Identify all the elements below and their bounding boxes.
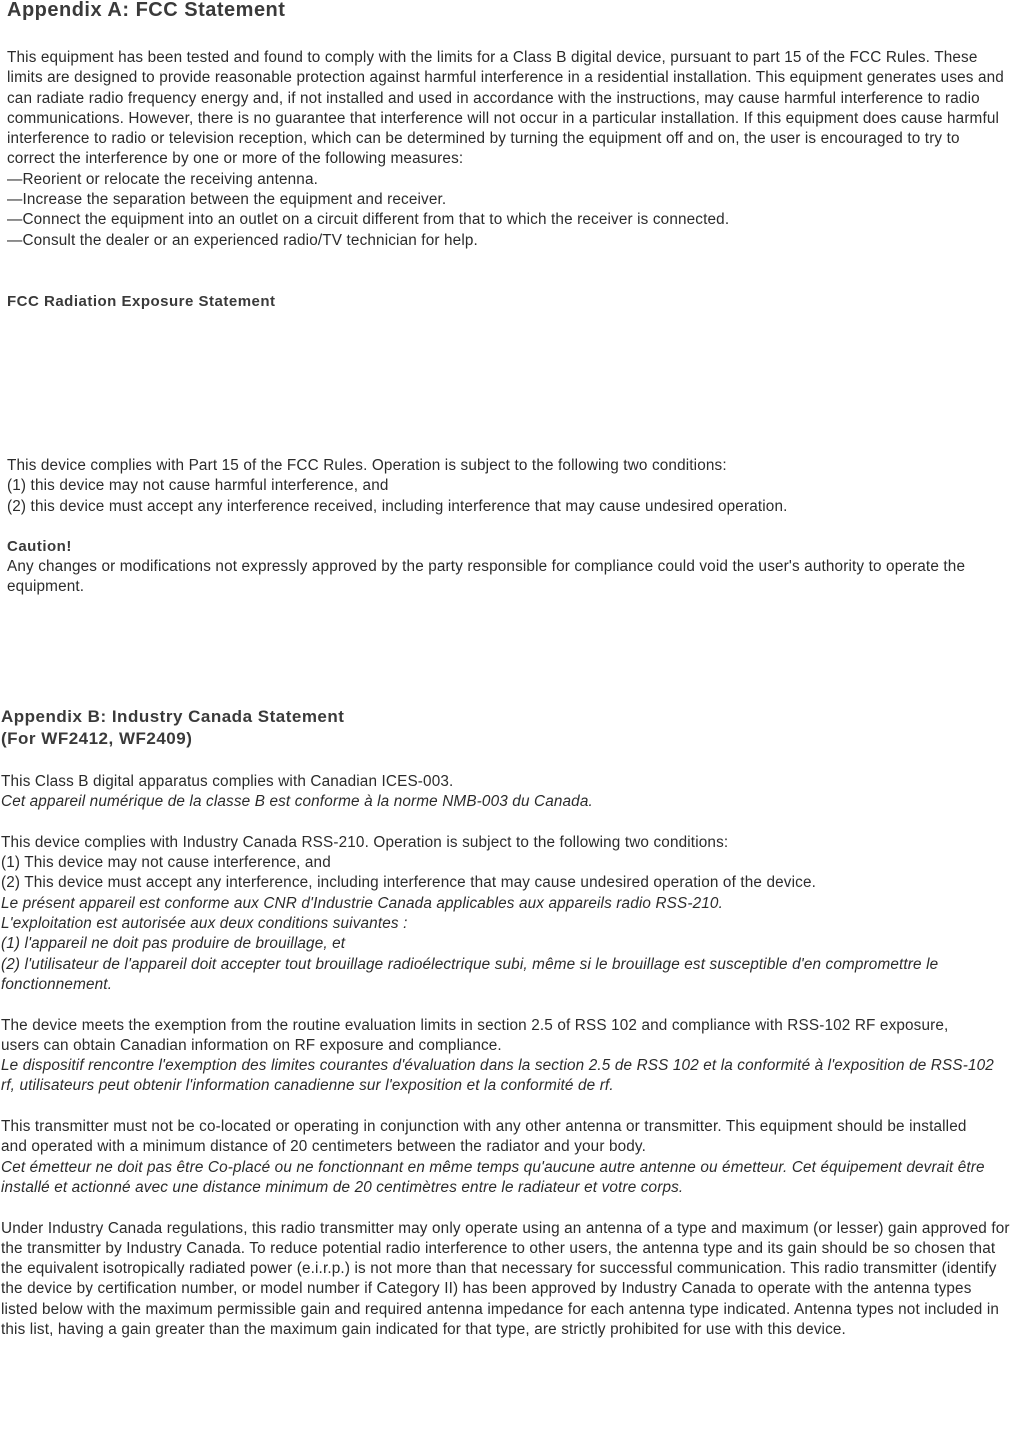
exemption-fr: Le dispositif rencontre l'exemption des limites courantes d'évaluation dans la section 2.5 de RSS 102 et la conformité à l'exposition de RSS-102 rf, utilisateurs peut obtenir l'information canadienne sur l'exposition et la conformité de rf. bbox=[1, 1057, 994, 1095]
measure-item: —Increase the separation between the equipment and receiver. bbox=[7, 191, 447, 209]
colocation-en: This transmitter must not be co-located or operating in conjunction with any other antenna or transmitter. This equipment should be installed and operated with a minimum distance of 20 centimeters between the radiator and your body. bbox=[1, 1118, 967, 1156]
rss-fr-line: L'exploitation est autorisée aux deux conditions suivantes : bbox=[1, 915, 408, 933]
ic-body bbox=[1, 772, 1011, 1340]
compliance-line: (1) this device may not cause harmful interference, and bbox=[7, 477, 389, 495]
appendix-b-title bbox=[1, 706, 344, 750]
measure-item: —Consult the dealer or an experienced radio/TV technician for help. bbox=[7, 231, 478, 249]
appendix-b-title-line1: Appendix B: Industry Canada Statement bbox=[1, 707, 345, 726]
rss-fr-line: (1) l'appareil ne doit pas produire de brouillage, et bbox=[1, 935, 346, 953]
measure-item: —Reorient or relocate the receiving antenna. bbox=[7, 170, 319, 188]
antenna-en: Under Industry Canada regulations, this radio transmitter may only operate using an antenna of a type and maximum (or lesser) gain approved for the transmitter by Industry Canada. To reduce potential radio interference to other users, the antenna type and its gain should be so chosen that the equivalent isotropically radiated power (e.i.r.p.) is not more than that necessary for successful communication. This radio transmitter (identify the device by certification number, or model number if Category II) has been approved by Industry Canada to operate with the antenna types listed below with the maximum permissible gain and required antenna impedance for each antenna type indicated. Antenna types not included in this list, having a gain greater than the maximum gain indicated for that type, are strictly prohibited for use with this device. bbox=[1, 1219, 1010, 1339]
fcc-compliance-block bbox=[7, 456, 1007, 517]
rss-en-line: (1) This device may not cause interference, and bbox=[1, 854, 331, 872]
fcc-intro-text: This equipment has been tested and found to comply with the limits for a Class B digital device, pursuant to part 15 of the FCC Rules. These limits are designed to provide reasonable protection against harmful interference in a residential installation. This equipment generates uses and can radiate radio frequency energy and, if not installed and used in accordance with the instructions, may cause harmful interference to radio communications. However, there is no guarantee that interference will not occur in a particular installation. If this equipment does cause harmful interference to radio or television reception, which can be determined by turning the equipment off and on, the user is encouraged to try to correct the interference by one or more of the following measures: bbox=[7, 49, 1004, 168]
fcc-intro-block bbox=[7, 48, 1007, 251]
rss-en-line: This device complies with Industry Canada RSS-210. Operation is subject to the following two conditions: bbox=[1, 833, 729, 851]
compliance-line: (2) this device must accept any interference received, including interference that may cause undesired operation. bbox=[7, 497, 788, 515]
rss-fr-line: (2) l'utilisateur de l'appareil doit accepter tout brouillage radioélectrique subi, même si le brouillage est susceptible d'en compromettre le fonctionnement. bbox=[1, 955, 939, 993]
caution-heading: Caution! bbox=[7, 538, 72, 555]
appendix-b-title-line2: (For WF2412, WF2409) bbox=[1, 729, 193, 748]
compliance-line: This device complies with Part 15 of the FCC Rules. Operation is subject to the following two conditions: bbox=[7, 457, 727, 474]
ices-fr: Cet appareil numérique de la classe B est conforme à la norme NMB-003 du Canada. bbox=[1, 793, 593, 811]
caution-text: Any changes or modifications not expressly approved by the party responsible for compliance could void the user's authority to operate the equipment. bbox=[7, 558, 966, 596]
fcc-radiation-heading: FCC Radiation Exposure Statement bbox=[7, 293, 276, 310]
colocation-fr: Cet émetteur ne doit pas être Co-placé ou ne fonctionnant en même temps qu'aucune autre antenne ou émetteur. Cet équipement devrait être installé et actionné avec une distance minimum de 20 centimètres entre le radiateur et votre corps. bbox=[1, 1158, 985, 1196]
ices-en: This Class B digital apparatus complies with Canadian ICES-003. bbox=[1, 773, 454, 790]
rss-fr-line: Le présent appareil est conforme aux CNR d'Industrie Canada applicables aux appareils radio RSS-210. bbox=[1, 894, 723, 912]
measure-item: —Connect the equipment into an outlet on a circuit different from that to which the receiver is connected. bbox=[7, 211, 730, 229]
rss-en-line: (2) This device must accept any interference, including interference that may cause undesired operation of the device. bbox=[1, 874, 816, 892]
exemption-en: The device meets the exemption from the routine evaluation limits in section 2.5 of RSS 102 and compliance with RSS-102 RF exposure, users can obtain Canadian information on RF exposure and compliance. bbox=[1, 1016, 949, 1054]
appendix-a-title: Appendix A: FCC Statement bbox=[7, 0, 286, 21]
